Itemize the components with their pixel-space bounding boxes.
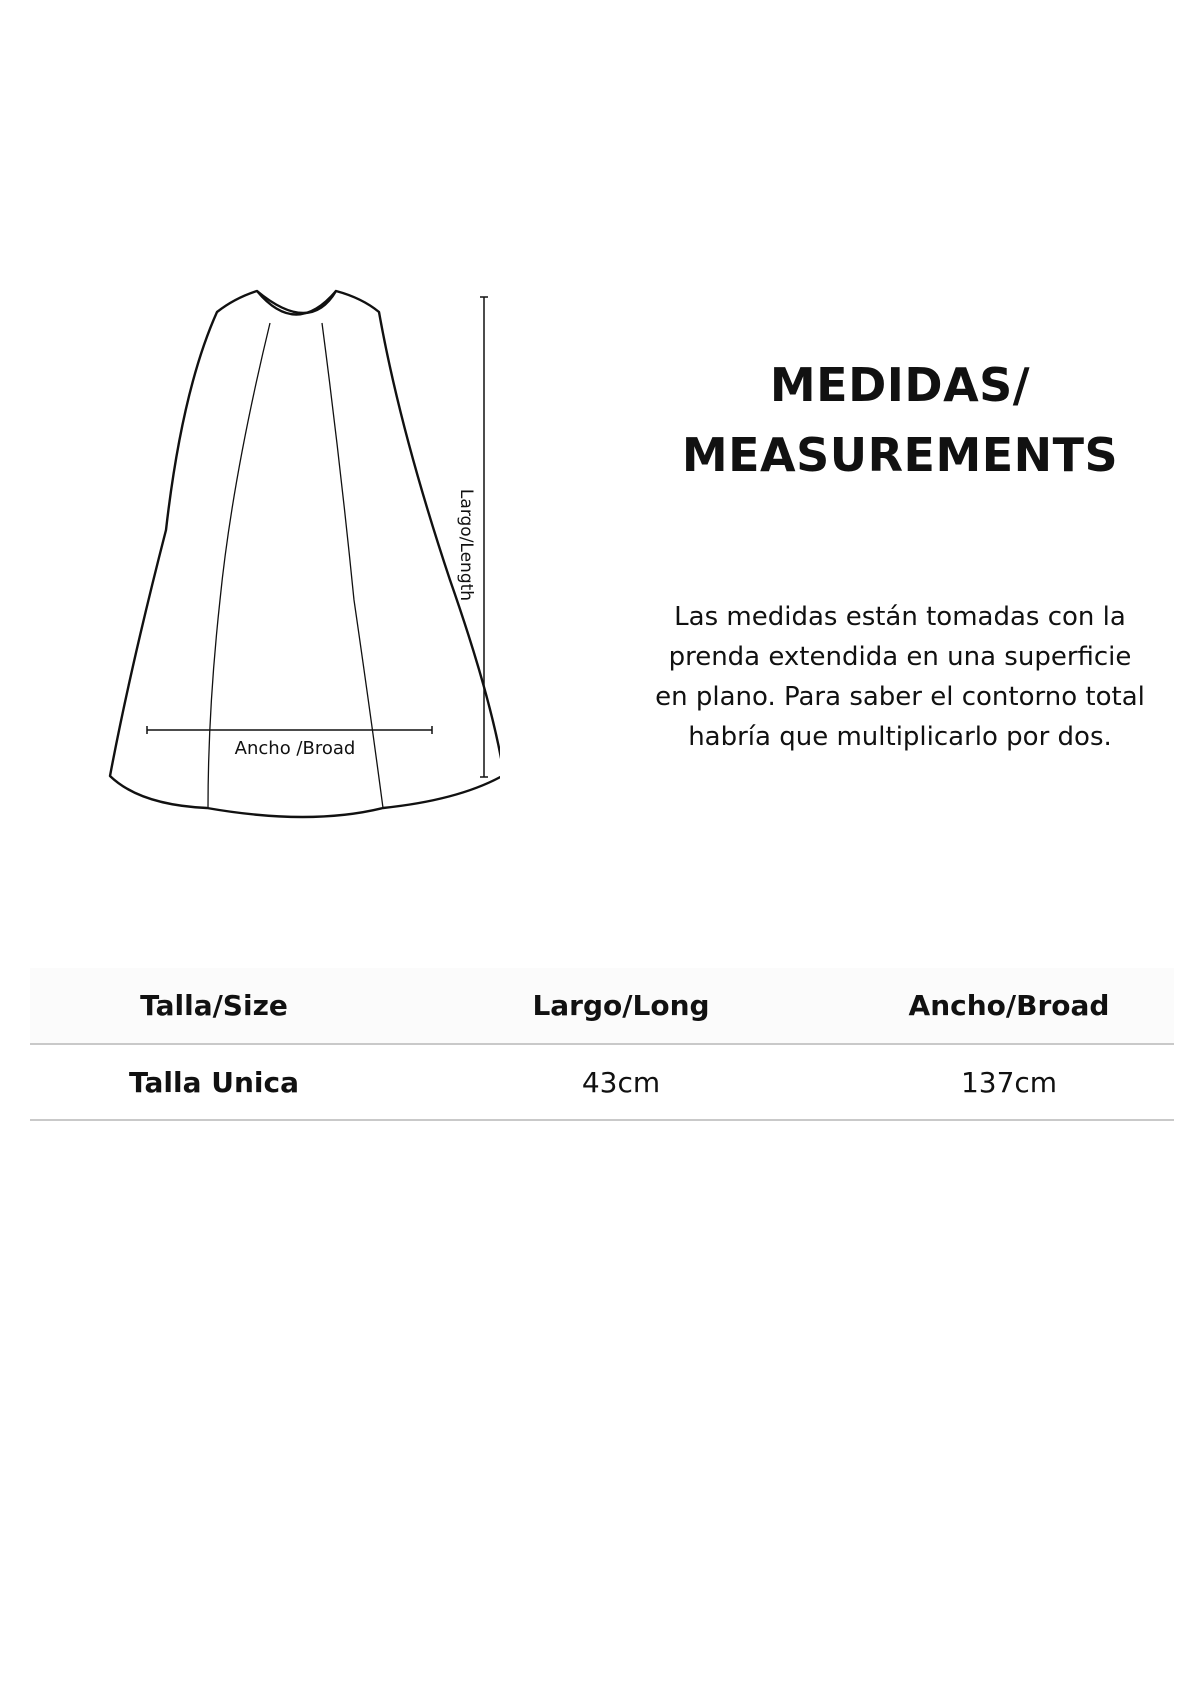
column-header-broad: Ancho/Broad — [908, 989, 1110, 1022]
page-title — [640, 350, 1160, 490]
column-header-long: Largo/Long — [532, 989, 710, 1022]
length-label: Largo/Length — [456, 488, 476, 602]
cell-long: 43cm — [581, 1065, 661, 1099]
table-header-row — [30, 968, 1174, 1045]
title-line-1: MEDIDAS/ — [769, 358, 1031, 412]
broad-label: Ancho /Broad — [234, 738, 356, 759]
seam-right — [322, 323, 383, 808]
seam-left — [208, 323, 270, 808]
title-line-2: MEASUREMENTS — [681, 428, 1119, 482]
neckline — [257, 291, 336, 315]
table-row — [30, 1045, 1174, 1121]
column-header-size: Talla/Size — [140, 989, 288, 1022]
cell-size: Talla Unica — [129, 1065, 299, 1099]
measurement-description: Las medidas están tomadas con la prenda extendida en una superficie en plano. Para saber el contorno total habría que multiplicarlo por dos. — [655, 602, 1145, 752]
size-table — [30, 968, 1174, 1121]
cell-broad: 137cm — [960, 1065, 1058, 1099]
